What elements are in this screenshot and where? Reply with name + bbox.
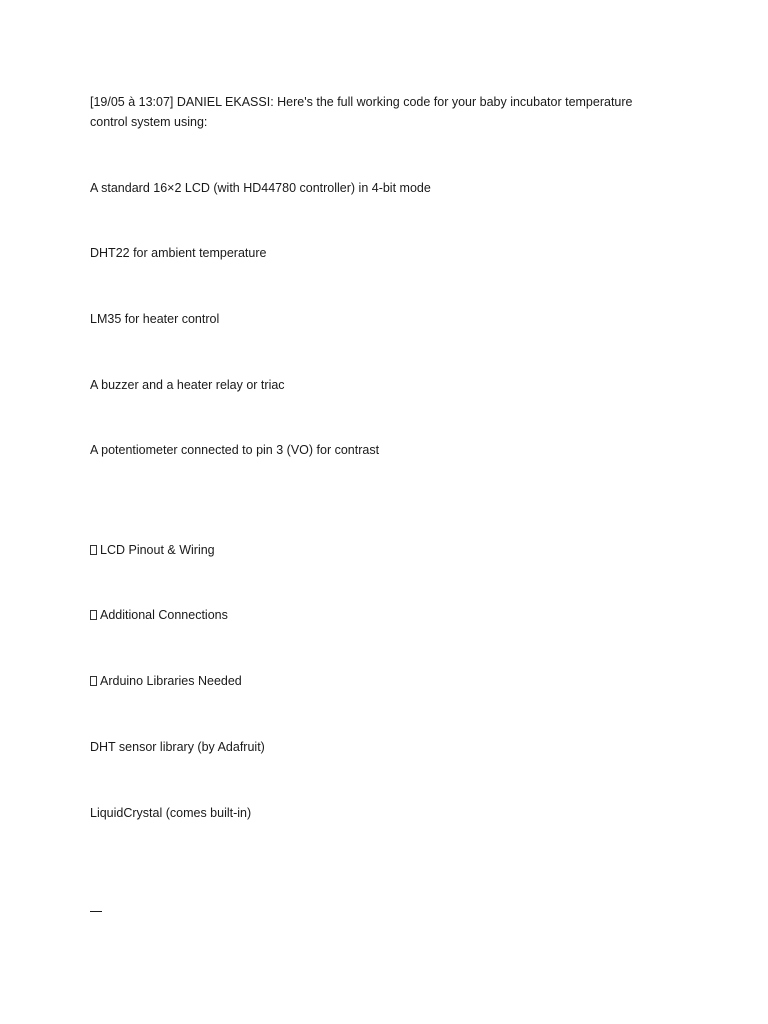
section-heading-label: LCD Pinout & Wiring xyxy=(100,543,215,557)
missing-glyph-icon xyxy=(90,545,97,555)
intro-paragraph: [19/05 à 13:07] DANIEL EKASSI: Here's the full working code for your baby incubator temperature control system using: xyxy=(90,95,633,129)
section-heading xyxy=(90,540,650,560)
list-item: A potentiometer connected to pin 3 (VO) for contrast xyxy=(90,443,380,457)
list-item: A buzzer and a heater relay or triac xyxy=(90,378,285,392)
separator-dash xyxy=(90,911,102,912)
section-heading-label: Arduino Libraries Needed xyxy=(100,674,242,688)
library-item: LiquidCrystal (comes built-in) xyxy=(90,806,252,820)
list-item: DHT22 for ambient temperature xyxy=(90,246,267,260)
section-heading xyxy=(90,605,650,625)
section-heading-label: Additional Connections xyxy=(100,608,228,622)
list-item: LM35 for heater control xyxy=(90,312,220,326)
missing-glyph-icon xyxy=(90,610,97,620)
missing-glyph-icon xyxy=(90,676,97,686)
section-heading xyxy=(90,671,650,691)
list-item: A standard 16×2 LCD (with HD44780 controller) in 4-bit mode xyxy=(90,181,431,195)
library-item: DHT sensor library (by Adafruit) xyxy=(90,740,265,754)
